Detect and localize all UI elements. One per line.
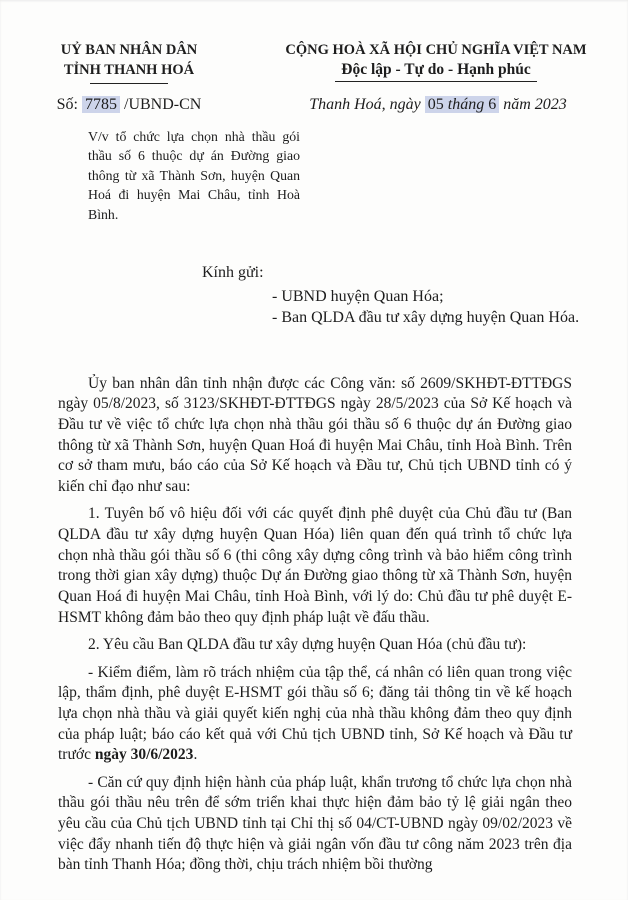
letter-body: [58, 374, 572, 876]
dateline-filled-value: [425, 96, 499, 113]
document-header: [0, 0, 628, 84]
subject-line: V/v tổ chức lựa chọn nhà thầu gói thầu số 6 thuộc dự án Đường giao thông từ xã Thành Sơn, huyện Quan Hoá đi huyện Mai Châu, tỉnh Hoà Bình.: [88, 128, 300, 222]
recipients-label: Kính gửi:: [202, 264, 264, 282]
body-paragraph-intro: Ủy ban nhân dân tỉnh nhận được các Công văn: số 2609/SKHĐT-ĐTTĐGS ngày 05/8/2023, số 3123/SKHĐT-ĐTTĐGS ngày 28/5/2023 của Sở Kế hoạch và Đầu tư về việc tổ chức lựa chọn nhà thầu gói thầu số 6 thuộc dự án Đường giao thông từ xã Thành Sơn, huyện Quan Hoá đi huyện Mai Châu, tỉnh Hoà Bình. Trên cơ sở tham mưu, báo cáo của Sở Kế hoạch và Đầu tư, Chủ tịch UBND tỉnh có ý kiến chỉ đạo như sau:: [58, 374, 572, 495]
reference-number-label: Số:: [56, 95, 78, 113]
recipients-block: [202, 262, 628, 327]
point2-dash1-deadline: ngày 30/6/2023: [94, 746, 194, 764]
reference-number-value: 7785: [82, 96, 120, 113]
body-paragraph-point2-dash1: [58, 663, 572, 766]
dateline-month-word: tháng: [447, 95, 485, 113]
national-motto-line2: Độc lập - Tự do - Hạnh phúc: [335, 61, 536, 82]
point2-dash1-text: - Kiểm điểm, làm rõ trách nhiệm của tập thể, cá nhân có liên quan trong việc lập, thẩm định, phê duyệt E-HSMT gói thầu số 6; đăng tải thông tin về kế hoạch lựa chọn nhà thầu và giải quyết kiến nghị của nhà thầu không đảm theo quy định của pháp luật; báo cáo kết quả với Chủ tịch UBND tỉnh, Sở Kế hoạch và Đầu tư trước: [58, 663, 572, 764]
reference-number-suffix: /UBND-CN: [124, 95, 202, 113]
point2-dash1-period: .: [193, 746, 198, 764]
dateline-day: 05: [427, 95, 444, 113]
body-paragraph-point1: 1. Tuyên bố vô hiệu đối với các quyết định phê duyệt của Chủ đầu tư (Ban QLDA đầu tư xây dựng huyện Quan Hóa) liên quan đến quá trình tổ chức lựa chọn nhà thầu gói thầu số 6 (thi công xây dựng công trình và bảo hiểm công trình trong thời gian xây dựng) thuộc Dự án Đường giao thông từ xã Thành Sơn, huyện Quan Hoá đi huyện Mai Châu, tỉnh Hoà Bình, với lý do: Chủ đầu tư phê duyệt E-HSMT không đảm bảo theo quy định pháp luật về đấu thầu.: [58, 505, 572, 626]
issuer-name-line1: UỶ BAN NHÂN DÂN: [60, 42, 198, 58]
dateline-prefix: Thanh Hoá, ngày: [309, 95, 421, 113]
reference-number: [0, 96, 258, 114]
recipient-item: - Ban QLDA đầu tư xây dựng huyện Quan Hóa.: [272, 308, 580, 326]
national-motto-line1: CỘNG HOÀ XÃ HỘI CHỦ NGHĨA VIỆT NAM: [285, 42, 587, 58]
body-paragraph-point2: 2. Yêu cầu Ban QLDA đầu tư xây dựng huyện Quan Hóa (chủ đầu tư):: [88, 636, 527, 654]
issuer-name-line2: TỈNH THANH HOÁ: [63, 62, 195, 79]
place-date-line: [258, 96, 628, 114]
issuer-underline-rule: [90, 83, 168, 84]
body-paragraph-point2-dash2: - Căn cứ quy định hiện hành của pháp luật, khẩn trương tổ chức lựa chọn nhà thầu gói thầu nêu trên để sớm triển khai thực hiện đảm bảo tỷ lệ giải ngân theo yêu cầu của Chủ tịch UBND tỉnh tại Chỉ thị số 04/CT-UBND ngày 09/02/2023 về việc đẩy nhanh tiến độ thực hiện và giải ngân vốn đầu tư công năm 2023 trên địa bàn tỉnh Thanh Hóa; đồng thời, chịu trách nhiệm bồi thường: [58, 773, 572, 874]
dateline-suffix: năm 2023: [503, 95, 567, 113]
recipients-list: [272, 286, 628, 328]
recipient-item: - UBND huyện Quan Hóa;: [272, 287, 444, 305]
national-motto-block: [258, 40, 628, 84]
issuing-agency-block: [0, 40, 258, 84]
number-date-row: [0, 96, 628, 114]
dateline-month: 6: [488, 95, 497, 113]
